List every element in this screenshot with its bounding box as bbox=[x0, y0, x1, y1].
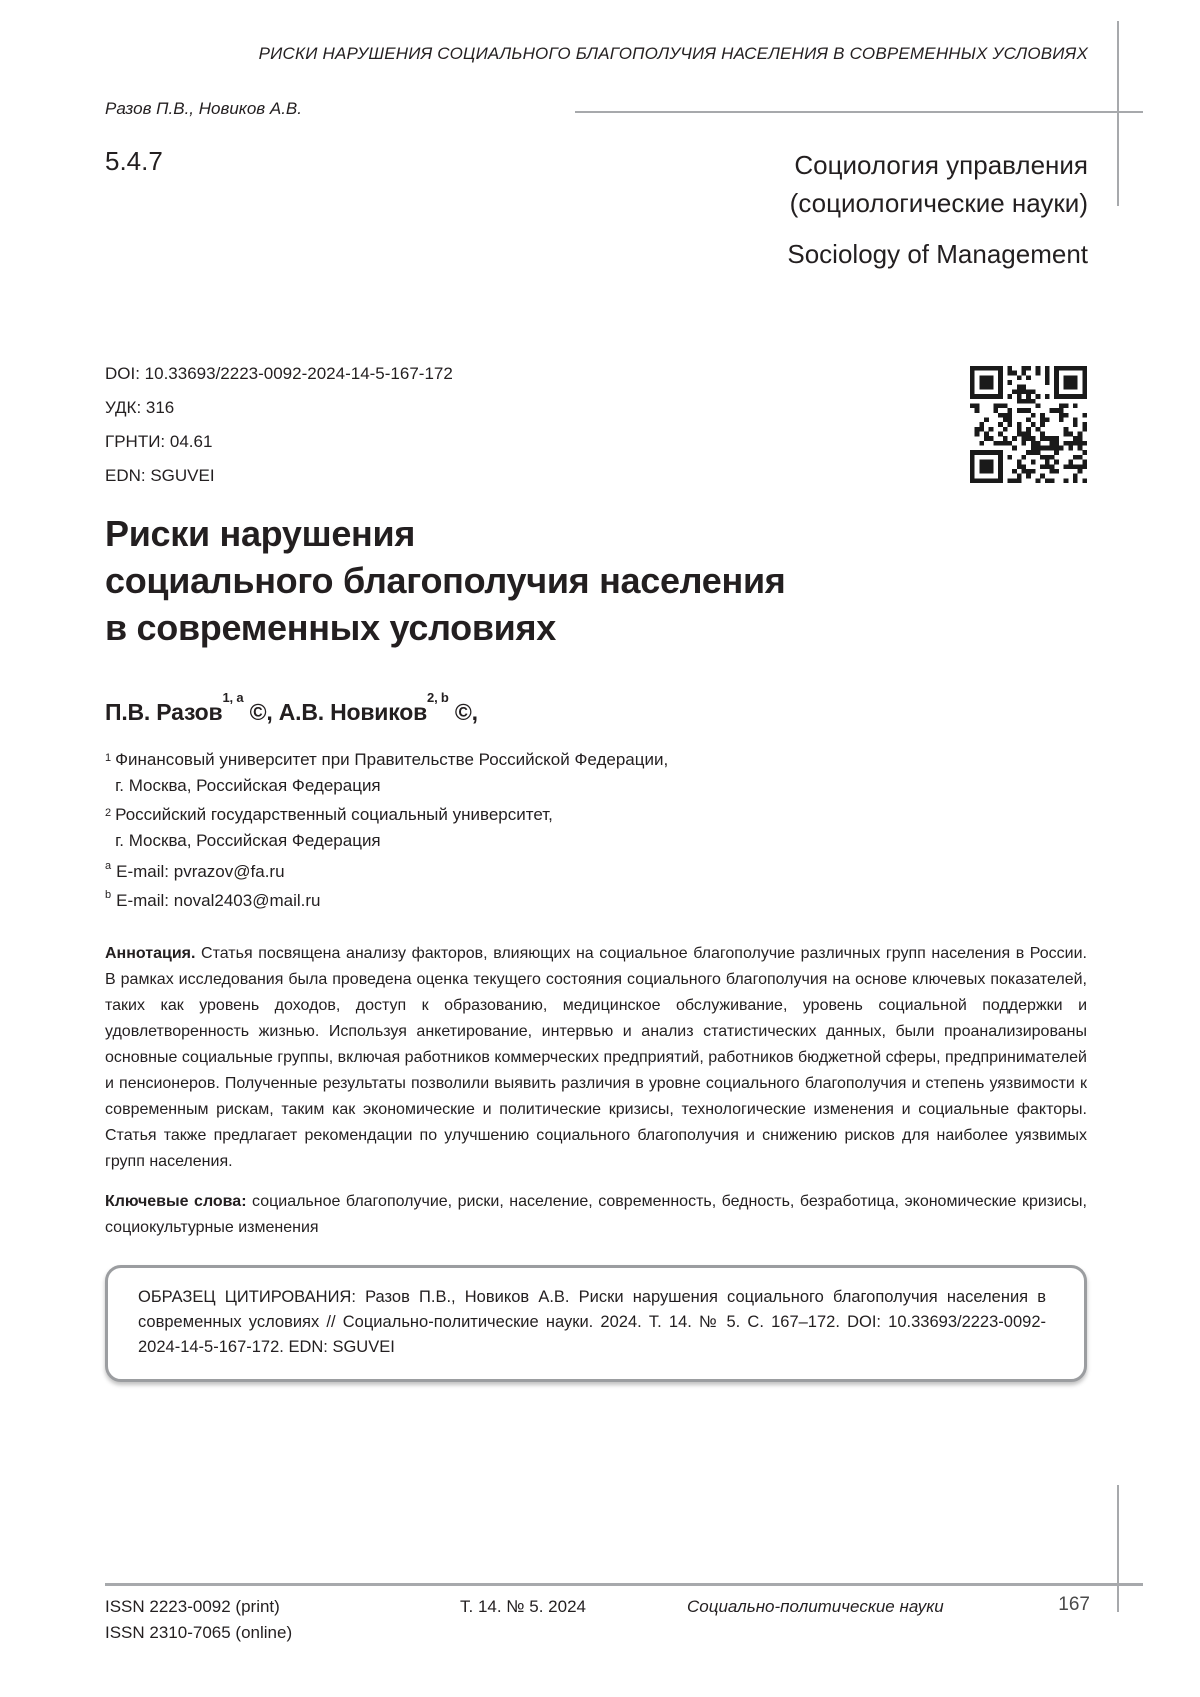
running-head: РИСКИ НАРУШЕНИЯ СОЦИАЛЬНОГО БЛАГОПОЛУЧИЯ НАСЕЛЕНИЯ В СОВРЕМЕННЫХ УСЛОВИЯХ bbox=[258, 44, 1088, 63]
email-a bbox=[105, 862, 285, 882]
journal-name: Социально-политические науки bbox=[687, 1597, 944, 1616]
edn-line: EDN: SGUVEI bbox=[105, 466, 215, 485]
doi-line: DOI: 10.33693/2223-0092-2024-14-5-167-172 bbox=[105, 364, 453, 383]
issn-block bbox=[105, 1594, 292, 1646]
header-rule bbox=[575, 111, 1143, 113]
section-code: 5.4.7 bbox=[105, 146, 163, 176]
email-sup: a bbox=[105, 860, 112, 872]
authors-line bbox=[105, 690, 478, 726]
grnti-line: ГРНТИ: 04.61 bbox=[105, 432, 213, 451]
author-name: А.В. Новиков bbox=[278, 699, 428, 725]
affiliation-line2: г. Москва, Российская Федерация bbox=[115, 776, 381, 795]
page-number: 167 bbox=[1058, 1594, 1090, 1615]
lower-column bbox=[105, 941, 1087, 1382]
author-sup: 1, a bbox=[222, 690, 244, 706]
volume-issue: Т. 14. № 5. 2024 bbox=[460, 1597, 586, 1616]
article-meta bbox=[105, 357, 453, 493]
affiliation-sup: 2 bbox=[105, 807, 112, 819]
email-text: E-mail: noval2403@mail.ru bbox=[116, 891, 321, 910]
udk-line: УДК: 316 bbox=[105, 398, 175, 417]
article-title-line2: социального благополучия населения bbox=[105, 560, 786, 601]
citation-box bbox=[105, 1265, 1087, 1382]
top-vertical-line bbox=[1117, 21, 1119, 206]
article-title bbox=[105, 510, 785, 651]
footer-rule bbox=[105, 1583, 1143, 1586]
affiliation-1 bbox=[105, 747, 668, 799]
citation-label: ОБРАЗЕЦ ЦИТИРОВАНИЯ: bbox=[138, 1288, 356, 1306]
copyright-icon: ©, bbox=[454, 699, 478, 725]
article-title-line3: в современных условиях bbox=[105, 607, 556, 648]
keywords-text: социальное благополучие, риски, население, современность, бедность, безработица, экономические кризисы, социокультурные изменения bbox=[105, 1193, 1087, 1236]
running-authors: Разов П.В., Новиков А.В. bbox=[105, 99, 302, 118]
abstract bbox=[105, 941, 1087, 1175]
discipline-en: Sociology of Management bbox=[787, 239, 1088, 269]
copyright-icon: ©, bbox=[249, 699, 273, 725]
affiliation-line2: г. Москва, Российская Федерация bbox=[115, 831, 381, 850]
qr-code-image bbox=[970, 366, 1087, 483]
author-sup: 2, b bbox=[427, 690, 449, 706]
author-name: П.В. Разов bbox=[105, 699, 223, 725]
affiliation-2 bbox=[105, 802, 553, 854]
issn-print: ISSN 2223-0092 (print) bbox=[105, 1597, 280, 1616]
affiliation-lines bbox=[115, 747, 668, 799]
abstract-text: Статья посвящена анализу факторов, влияющих на социальное благополучие различных групп населения в России. В рамках исследования была проведена оценка текущего состояния социального благополучия на основе ключевых показателей, таких как уровень доходов, доступ к образованию, медицинское обслуживание, уровень социальной поддержки и удовлетворенность жизнью. Используя анкетирование, интервью и анализ статистических данных, были проанализированы основные социальные группы, включая работников коммерческих предприятий, работников бюджетной сферы, предпринимателей и пенсионеров. Полученные результаты позволили выявить различия в уровне социального благополучия и степень уязвимости к современным рискам, таким как экономические и политические кризисы, технологические изменения и социальные факторы. Статья также предлагает рекомендации по улучшению социального благополучия и снижению рисков для наиболее уязвимых групп населения. bbox=[105, 945, 1087, 1170]
affiliation-lines bbox=[115, 802, 553, 854]
email-b bbox=[105, 891, 320, 911]
affiliation-line1: Финансовый университет при Правительстве Российской Федерации, bbox=[115, 750, 669, 769]
issn-online: ISSN 2310-7065 (online) bbox=[105, 1623, 293, 1642]
article-title-line1: Риски нарушения bbox=[105, 513, 416, 554]
keywords-label: Ключевые слова: bbox=[105, 1193, 247, 1210]
bottom-vertical-line bbox=[1117, 1485, 1119, 1612]
affiliation-sup: 1 bbox=[105, 752, 112, 764]
citation-text: Разов П.В., Новиков А.В. Риски нарушения социального благополучия населения в современных условиях // Социально-политические науки. 2024. Т. 14. № 5. С. 167–172. DOI: 10.33693/2223-0092-2024-14-5-167-172. EDN: SGUVEI bbox=[138, 1288, 1047, 1356]
keywords bbox=[105, 1189, 1087, 1241]
affiliation-line1: Российский государственный социальный университет, bbox=[115, 805, 553, 824]
email-sup: b bbox=[105, 889, 112, 901]
discipline-block bbox=[787, 146, 1088, 273]
discipline-ru-line2: (социологические науки) bbox=[789, 188, 1088, 218]
abstract-label: Аннотация. bbox=[105, 945, 196, 962]
email-text: E-mail: pvrazov@fa.ru bbox=[116, 862, 285, 881]
discipline-ru-line1: Социология управления bbox=[794, 150, 1088, 180]
